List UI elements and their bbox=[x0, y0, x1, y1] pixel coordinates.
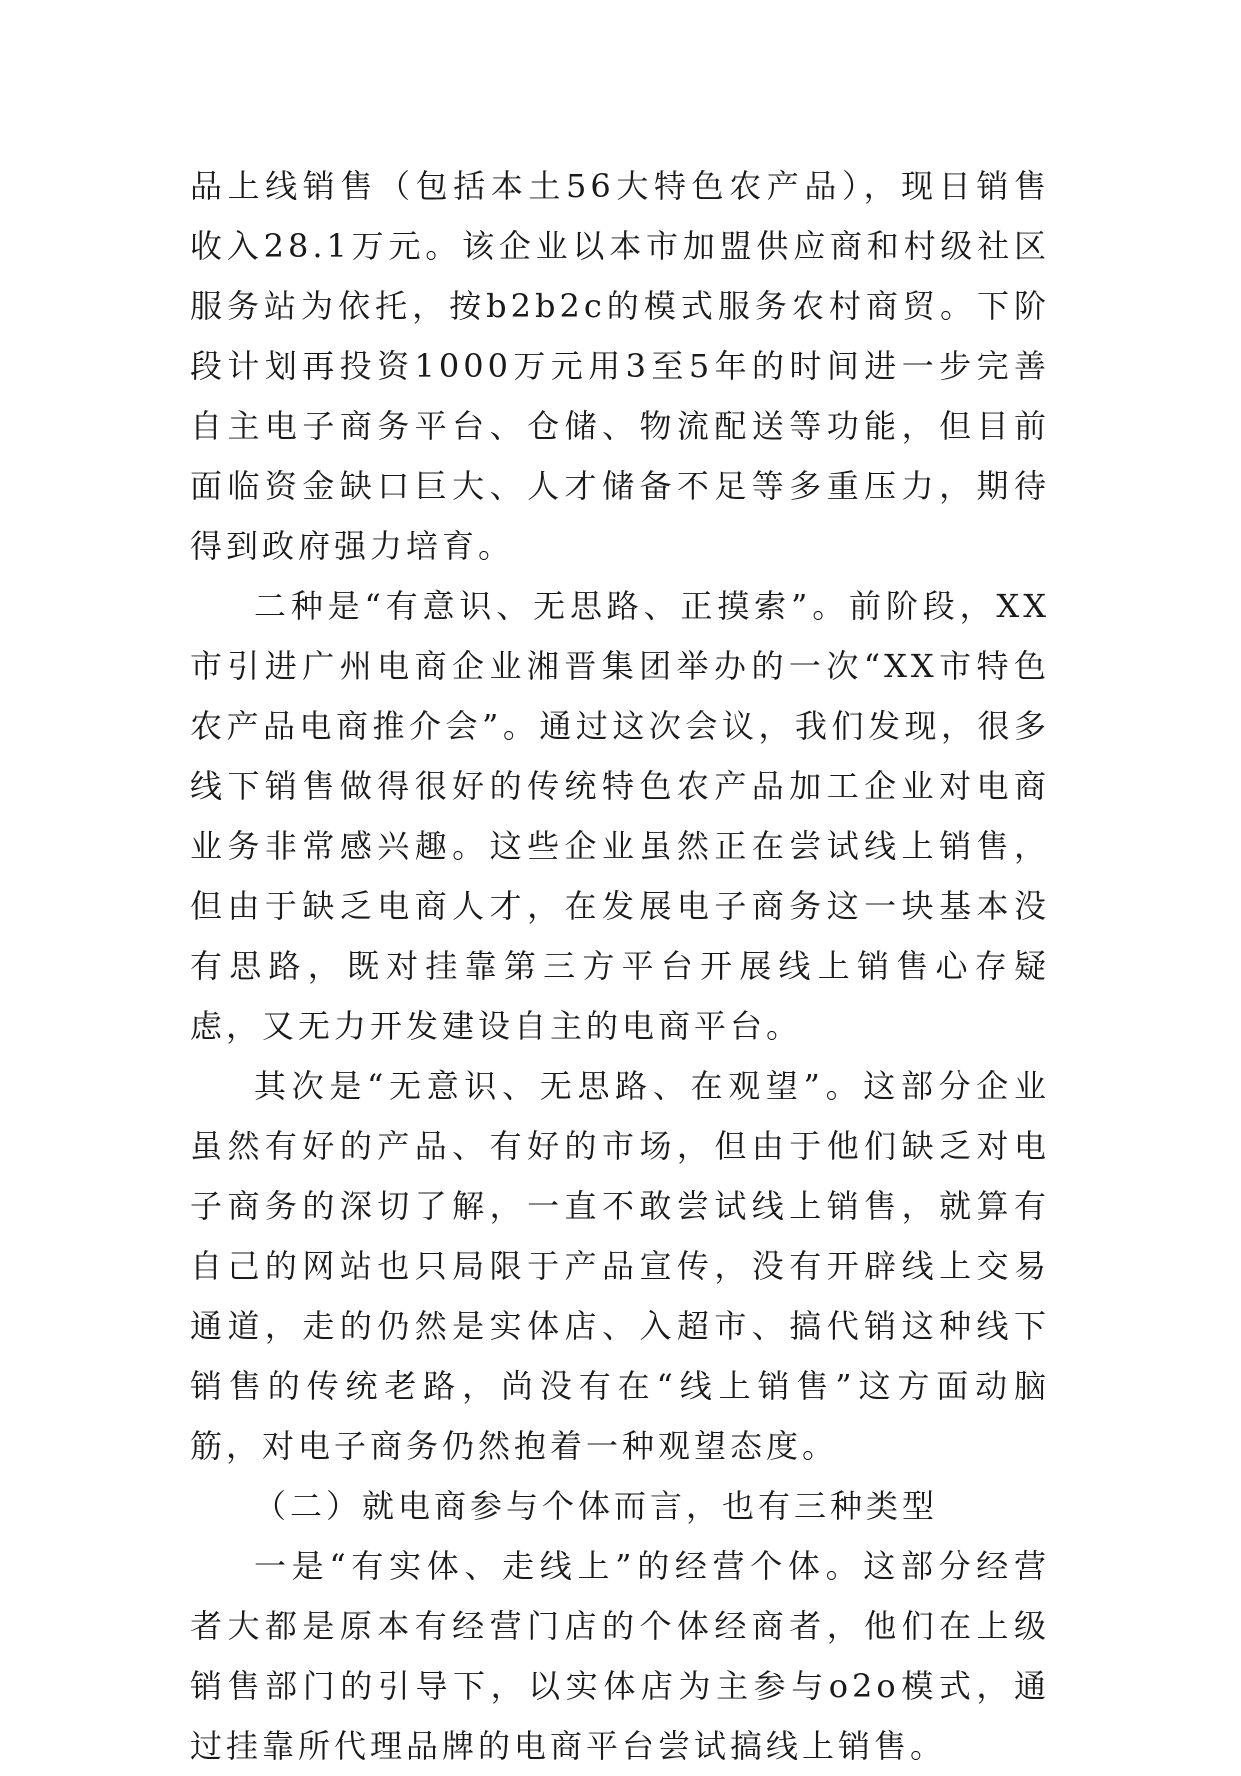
paragraph-individual-first: 一是“有实体、走线上”的经营个体。这部分经营者大都是原本有经营门店的个体经商者，他们在上级销售部门的引导下，以实体店为主参与o2o模式，通过挂靠所代理品牌的电商平台尝试搞线上销售。 bbox=[190, 1547, 1050, 1765]
section-heading: （二）就电商参与个体而言，也有三种类型 bbox=[254, 1487, 939, 1525]
paragraph-third-type: 其次是“无意识、无思路、在观望”。这部分企业虽然有好的产品、有好的市场，但由于他们缺乏对电子商务的深切了解，一直不敢尝试线上销售，就算有自己的网站也只局限于产品宣传，没有开辟线上交易通道，走的仍然是实体店、入超市、搞代销这种线下销售的传统老路，尚没有在“线上销售”这方面动脑筋，对电子商务仍然抱着一种观望态度。 bbox=[190, 1067, 1050, 1465]
paragraph-second-type: 二种是“有意识、无思路、正摸索”。前阶段，XX市引进广州电商企业湘晋集团举办的一次“XX市特色农产品电商推介会”。通过这次会议，我们发现，很多线下销售做得很好的传统特色农产品加工企业对电商业务非常感兴趣。这些企业虽然正在尝试线上销售，但由于缺乏电商人才，在发展电子商务这一块基本没有思路，既对挂靠第三方平台开展线上销售心存疑虑，又无力开发建设自主的电商平台。 bbox=[190, 587, 1050, 1045]
paragraph-continuation: 品上线销售（包括本土56大特色农产品），现日销售收入28.1万元。该企业以本市加盟供应商和村级社区服务站为依托，按b2b2c的模式服务农村商贸。下阶段计划再投资1000万元用3至5年的时间进一步完善自主电子商务平台、仓储、物流配送等功能，但目前面临资金缺口巨大、人才储备不足等多重压力，期待得到政府强力培育。 bbox=[190, 167, 1050, 565]
document-body bbox=[190, 156, 1050, 1776]
